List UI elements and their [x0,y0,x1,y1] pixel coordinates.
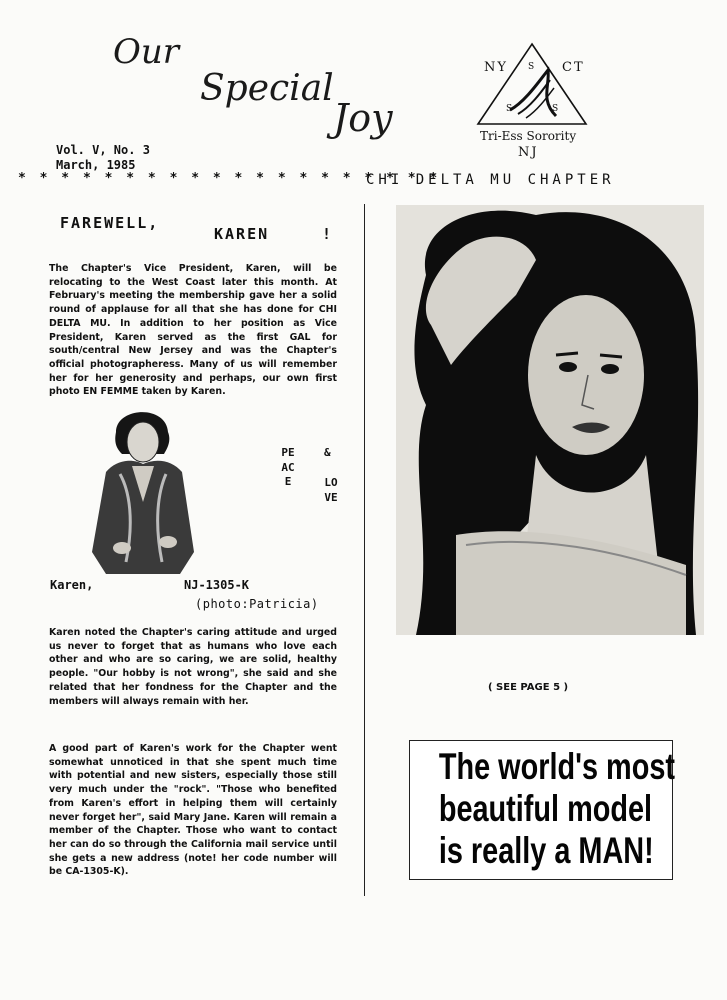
logo-state: NJ [518,145,539,160]
photo-credit: (photo:Patricia) [195,597,319,611]
chapter-name: CHI DELTA MU CHAPTER [366,172,615,188]
triangle-emblem-icon [470,40,595,130]
karen-portrait-photo [86,402,201,574]
photo-caption-code: NJ-1305-K [184,578,250,592]
masthead-title-our: Our [113,32,180,72]
volume-number: Vol. V, No. 3 [56,143,150,157]
headline-text [438,746,675,872]
see-page-reference: ( SEE PAGE 5 ) [488,682,569,693]
issue-date: March, 1985 [56,158,136,172]
logo-s-top: S [528,62,535,72]
headline-line-1: The world's most [438,746,675,787]
article-heading-exclamation: ! [322,225,332,243]
star-rule: * * * * * * * * * * * * * * * * * * * * [18,171,441,186]
headline-line-3: is really a MAN! [438,830,654,871]
logo-ny: NY [484,60,508,75]
model-portrait-photo [396,205,704,635]
masthead-title-special: Special [200,68,334,109]
vertical-ampersand: & [324,446,331,459]
article-heading-farewell: FAREWELL, [60,214,160,232]
photo-caption-name: Karen, [50,578,94,592]
logo-s-right: S [552,104,559,114]
issue-info [56,143,150,173]
vertical-word-peace: PEACE [281,446,295,489]
column-divider [364,204,365,896]
logo-ct: CT [562,60,585,75]
logo-org: Tri-Ess Sorority [480,129,577,143]
article-paragraph-3: A good part of Karen's work for the Chapter went somewhat unnoticed in that she spent much time with potential and new sisters, especially those still very much under the "rock". "Those who benefited from Karen's effort in helping them will certainly never forget her", said Mary Jane. Karen will remain a member of the Chapter. Those who want to contact her can do so through the California mail service until she gets a new address (note! her code number will be CA-1305-K). [49,743,337,878]
article-paragraph-2: Karen noted the Chapter's caring attitude and urged us never to forget that as humans who love each other and who are so caring, we are solid, healthy people. "Our hobby is not wrong", she said and she related that her fondness for the Chapter and the members will always remain with her. [49,627,337,707]
article-heading-karen: KAREN [214,225,270,243]
vertical-word-love: LOVE [324,476,338,504]
headline-line-2: beautiful model [438,788,653,829]
logo-s-left: S [506,104,513,114]
masthead-title-joy: Joy [333,96,393,140]
headline-clipping [409,740,673,880]
article-paragraph-1: The Chapter's Vice President, Karen, will be relocating to the West Coast later this month. At February's meeting the membership gave her a solid round of applause for all that she has done for CHI DELTA MU. In addition to her position as Vice President, Karen served as the first GAL for south/central New Jersey and was the Chapter's official photographeress. Many of us will remember her for her generosity and perhaps, our own first photo EN FEMME taken by Karen. [49,263,337,398]
tri-ess-logo [470,40,595,162]
